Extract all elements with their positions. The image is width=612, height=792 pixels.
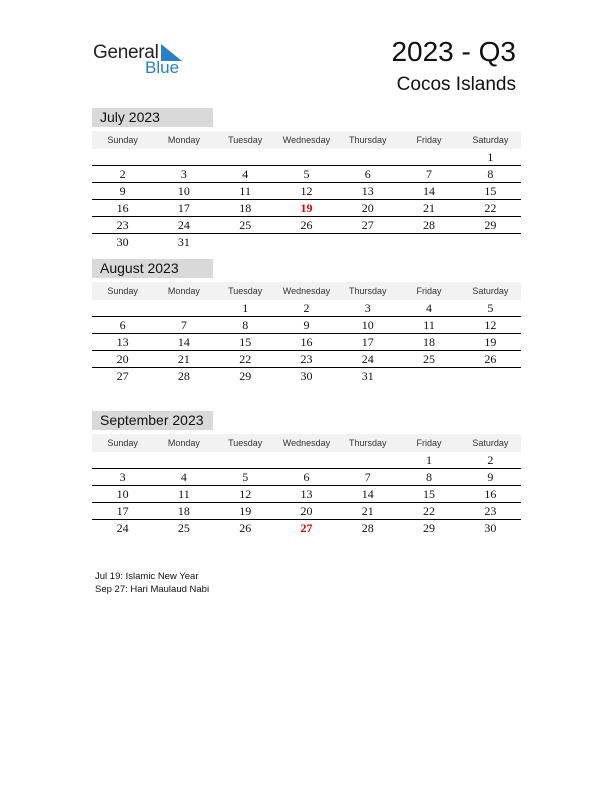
day-cell: [276, 452, 337, 468]
day-cell: 9: [119, 184, 126, 198]
day-cell: 26: [239, 521, 252, 535]
day-cell: 13: [116, 335, 129, 349]
day-cell: 21: [423, 201, 436, 215]
weekday-label: Tuesday: [228, 135, 263, 145]
weekday-header-row: [92, 131, 521, 149]
weekday-label: Wednesday: [282, 438, 331, 448]
holiday-note: Sep 27: Hari Maulaud Nabi: [95, 584, 210, 595]
day-cell: 15: [484, 184, 497, 198]
day-cell: 31: [177, 235, 190, 249]
weekday-label: Wednesday: [282, 135, 331, 145]
weekday-label: Tuesday: [228, 438, 263, 448]
day-cell: 10: [177, 184, 190, 198]
day-cell: 3: [180, 167, 187, 181]
weekday-label: Thursday: [349, 286, 387, 296]
day-cell: 30: [300, 369, 313, 383]
week-row: [92, 520, 521, 536]
day-cell: [215, 452, 276, 468]
week-row: [92, 503, 521, 520]
week-row: [92, 351, 521, 368]
day-cell: 19: [484, 335, 497, 349]
day-cell: 24: [116, 521, 129, 535]
day-cell: 5: [303, 167, 310, 181]
day-cell: 1: [426, 453, 433, 467]
weekday-label: Tuesday: [228, 286, 263, 296]
day-cell: 18: [423, 335, 436, 349]
day-cell: 2: [487, 453, 494, 467]
day-cell: 6: [364, 167, 371, 181]
day-cell: 1: [487, 150, 494, 164]
day-cell: [153, 149, 214, 165]
day-cell: 9: [303, 318, 310, 332]
day-cell: 29: [239, 369, 252, 383]
day-cell: 24: [361, 352, 374, 366]
week-row: [92, 368, 521, 384]
weekday-label: Friday: [416, 135, 442, 145]
week-row: [92, 166, 521, 183]
day-cell: 22: [239, 352, 252, 366]
weekday-label: Saturday: [472, 438, 509, 448]
day-cell: [398, 234, 459, 250]
day-cell: 11: [178, 487, 190, 501]
month-header: July 2023: [92, 108, 213, 127]
day-cell: 26: [300, 218, 313, 232]
week-row: [92, 317, 521, 334]
weekday-label: Monday: [167, 135, 200, 145]
day-cell: 5: [487, 301, 494, 315]
week-row: [92, 486, 521, 503]
month-calendar-august: [92, 259, 521, 384]
day-cell: 28: [423, 218, 436, 232]
day-cell: 23: [116, 218, 129, 232]
day-cell: 16: [300, 335, 313, 349]
week-row: [92, 183, 521, 200]
day-cell: 20: [361, 201, 374, 215]
day-cell: 30: [116, 235, 129, 249]
page-subtitle: Cocos Islands: [396, 74, 516, 95]
week-row: [92, 452, 521, 469]
general-blue-logo: [93, 40, 193, 80]
day-cell: 23: [300, 352, 313, 366]
week-row: [92, 334, 521, 351]
day-cell: 3: [364, 301, 371, 315]
day-cell: [276, 234, 337, 250]
day-cell: 29: [423, 521, 436, 535]
week-row: [92, 149, 521, 166]
day-cell: [92, 300, 153, 316]
day-cell: 22: [484, 201, 497, 215]
day-cell: [398, 368, 459, 384]
day-cell: 21: [361, 504, 374, 518]
month-calendar-july: [92, 108, 521, 250]
day-cell: 26: [484, 352, 497, 366]
day-cell: 4: [426, 301, 433, 315]
day-cell: 8: [242, 318, 249, 332]
week-row: [92, 469, 521, 486]
day-cell: 12: [484, 318, 497, 332]
weekday-label: Friday: [416, 438, 442, 448]
day-cell: [92, 149, 153, 165]
day-cell: [460, 368, 521, 384]
day-cell: [276, 149, 337, 165]
month-calendar-september: [92, 411, 521, 536]
day-cell: 25: [239, 218, 252, 232]
holiday-day-cell: 19: [300, 201, 313, 215]
day-cell: 29: [484, 218, 497, 232]
day-cell: 2: [119, 167, 126, 181]
day-cell: 3: [119, 470, 126, 484]
day-cell: 4: [180, 470, 187, 484]
month-header: August 2023: [92, 259, 213, 278]
weekday-label: Saturday: [472, 286, 509, 296]
day-cell: 11: [239, 184, 251, 198]
day-cell: 7: [180, 318, 187, 332]
day-cell: 8: [426, 470, 433, 484]
day-cell: 23: [484, 504, 497, 518]
page-title: 2023 - Q3: [391, 36, 516, 67]
day-cell: [460, 234, 521, 250]
day-cell: 8: [487, 167, 494, 181]
holiday-notes: [95, 570, 209, 596]
day-cell: 24: [177, 218, 190, 232]
day-cell: 7: [426, 167, 433, 181]
day-cell: 14: [361, 487, 374, 501]
day-cell: 16: [484, 487, 497, 501]
day-cell: 6: [119, 318, 126, 332]
day-cell: 5: [242, 470, 249, 484]
weekday-label: Wednesday: [282, 286, 331, 296]
day-cell: 10: [361, 318, 374, 332]
weekday-label: Friday: [416, 286, 442, 296]
day-cell: [92, 452, 153, 468]
day-cell: 2: [303, 301, 310, 315]
day-cell: 13: [300, 487, 313, 501]
day-cell: 10: [116, 487, 129, 501]
day-cell: 16: [116, 201, 129, 215]
day-cell: [337, 452, 398, 468]
day-cell: 30: [484, 521, 497, 535]
week-row: [92, 300, 521, 317]
day-cell: 7: [364, 470, 371, 484]
weekday-label: Thursday: [349, 438, 387, 448]
weekday-header-row: [92, 434, 521, 452]
day-cell: [215, 149, 276, 165]
day-cell: 13: [361, 184, 374, 198]
day-cell: 28: [177, 369, 190, 383]
logo-word-blue: Blue: [145, 58, 180, 77]
day-cell: 17: [177, 201, 190, 215]
day-cell: 14: [423, 184, 436, 198]
weekday-label: Sunday: [107, 135, 138, 145]
day-cell: 14: [177, 335, 190, 349]
weekday-label: Monday: [167, 286, 200, 296]
day-cell: 18: [239, 201, 252, 215]
week-row: [92, 217, 521, 234]
day-cell: 12: [300, 184, 313, 198]
day-cell: 27: [361, 218, 374, 232]
day-cell: 21: [177, 352, 190, 366]
day-cell: 20: [300, 504, 313, 518]
holiday-note: Jul 19: Islamic New Year: [95, 571, 199, 582]
day-cell: 11: [423, 318, 435, 332]
week-row: [92, 234, 521, 250]
day-cell: 31: [361, 369, 374, 383]
day-cell: [153, 452, 214, 468]
day-cell: [337, 234, 398, 250]
day-cell: [153, 300, 214, 316]
day-cell: [215, 234, 276, 250]
day-cell: 15: [423, 487, 436, 501]
day-cell: 1: [242, 301, 249, 315]
weekday-label: Monday: [167, 438, 200, 448]
day-cell: 20: [116, 352, 129, 366]
weekday-label: Thursday: [349, 135, 387, 145]
month-header: September 2023: [92, 411, 213, 430]
day-cell: 19: [239, 504, 252, 518]
week-row: [92, 200, 521, 217]
day-cell: 25: [177, 521, 190, 535]
day-cell: 28: [361, 521, 374, 535]
day-cell: 17: [361, 335, 374, 349]
weekday-label: Saturday: [472, 135, 509, 145]
day-cell: 4: [242, 167, 249, 181]
day-cell: 6: [303, 470, 310, 484]
weekday-label: Sunday: [107, 438, 138, 448]
weekday-label: Sunday: [107, 286, 138, 296]
holiday-day-cell: 27: [300, 521, 313, 535]
day-cell: [398, 149, 459, 165]
day-cell: [337, 149, 398, 165]
day-cell: 12: [239, 487, 252, 501]
logo-word-general: General: [93, 42, 159, 63]
day-cell: 17: [116, 504, 129, 518]
day-cell: 25: [423, 352, 436, 366]
weekday-header-row: [92, 282, 521, 300]
day-cell: 15: [239, 335, 252, 349]
day-cell: 9: [487, 470, 494, 484]
day-cell: 22: [423, 504, 436, 518]
day-cell: 18: [177, 504, 190, 518]
day-cell: 27: [116, 369, 129, 383]
